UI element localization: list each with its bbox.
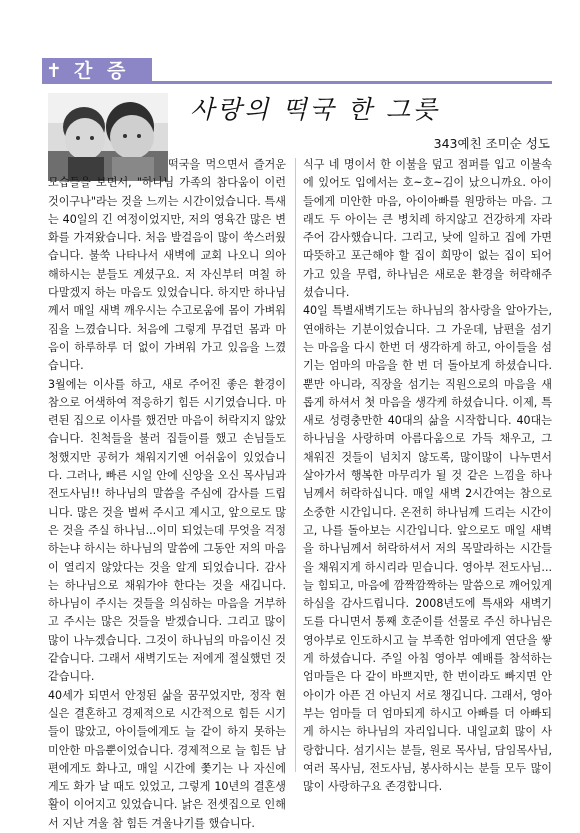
article-paragraph: 40세가 되면서 안정된 삶을 꿈꾸었지만, 정작 현실은 결혼하고 경제적으로 시간적으로 힘든 시기들이 많았고, 아이들에게도 늘 같이 하지 못하는 미안한 마음뿐이었습니다. 경제적으로 늘 힘든 남편에게도 화나고, 매일 시간에 쫓기는 나 자신에게도 화가 날 때도 있었고, 그렇게 10년의 결혼생활이 이어지고 있었습니다. 낡은 전셋집으로 인해서 지난 겨울 참 힘든 겨울나기를 했습니다. [48, 688, 286, 830]
article-paragraph: 떡국을 먹으면서 즐거운 모습들을 보면서, "하나님 가족의 참다움이 이런 것이구나"라는 것을 느끼는 시간이었습니다. 특새는 40일의 긴 여정이었지만, 저의 영육간 많은 변화를 가져왔습니다. 처음 발걸음이 많이 쑥스러웠습니다. 불쑥 나타나서 새벽에 교회 나오니 의아해하시는 분들도 계셨구요. 저 자신부터 며칠 하다말겠지 하는 마음도 있었습니다. 하지만 하나님께서 매일 새벽 깨우시는 수고로움에 몸이 가벼워짐을 느꼈습니다. 처음에 그렇게 무겁던 몸과 마음이 하루하루 더 없이 가벼워 가고 있음을 느꼈습니다. [48, 158, 286, 373]
section-label: 간 증 [74, 60, 130, 82]
article-paragraph: 3월에는 이사를 하고, 새로 주어진 좋은 환경이 참으로 어색하여 적응하기 힘든 시기였습니다. 마련된 집으로 이사를 했건만 마음이 허락지지 않았습니다. 친척들을 불러 집들이를 했고 손님들도 청했지만 공허가 채워지기엔 어쉬움이 있었습니다. 그러나, 빠른 시일 안에 신앙을 오신 목사님과 전도사님!! 하나님의 말씀을 주심에 감사를 드립니다. 많은 것을 벌써 주시고 계시고, 앞으로도 많은 것을 주실 하나님...이미 되었는데 무엇을 걱정하는냐 하시는 하나님의 말씀에 그동안 저의 마음이 열리지 않았다는 것을 알게 되었습니다. 감사는 하나님으로 채워가야 한다는 것을 새깁니다. 하나님이 주시는 것들을 의심하는 마음을 거부하고 주시는 많은 것들을 받겠습니다. 그리고 많이 많이 나누겠습니다. 그것이 하나님의 마음이신 것 같습니다. 그래서 새벽기도는 저에게 절실했던 것 같습니다. [48, 377, 286, 684]
cross-mark-icon: ✝ [46, 60, 62, 82]
article-byline: 343예친 조미순 성도 [433, 136, 550, 151]
article-column-right [303, 156, 552, 796]
article-paragraph: 식구 네 명이서 한 이불을 덮고 점퍼를 입고 이불속에 있어도 입에서는 호~호~김이 났으니까요. 아이들에게 미안한 마음, 아이아빠를 원망하는 마음. 그래도 두 아이는 큰 병치레 하지않고 건강하게 자라주어 감사했습니다. 그리고, 낮에 일하고 집에 가면 따뜻하고 포근해야 할 집이 희망이 없는 집이 되어가고 있을 무렵, 하나님은 새로운 환경을 허락해주셨습니다. [303, 158, 552, 300]
article-paragraph: 40일 특별새벽기도는 하나님의 참사랑을 알아가는, 연애하는 기분이었습니다. 그 가운데, 남편을 섬기는 마음을 다시 한번 더 생각하게 하고, 아이들을 섬기는 엄마의 마음을 한 번 더 돌아보게 하셨습니다. 뿐만 아니라, 직장을 섬기는 직원으로의 마음을 새롭게 하셔서 첫 마음을 생각케 하셨습니다. 이제, 특새로 성령충만한 40대의 삶을 시작합니다. 40대는 하나님을 사랑하며 아름다움으로 가득 채우고, 그 채워진 것들이 넘치지 않도록, 많이많이 나누면서 살아가서 행복한 마무리가 될 것 같은 느낌을 하나님께서 허락하십니다. 매일 새벽 2시간여는 참으로 소중한 시간입니다. 온전히 하나님께 드리는 시간이고, 나를 돌아보는 시간입니다. 앞으로도 매일 새벽을 하나님께서 허락하셔서 저의 목말라하는 시간들을 채워지게 하시리라 믿습니다. 영아부 전도사님...늘 힘되고, 마음에 깜짝깜짝하는 말씀으로 깨어있게 하심을 감사드립니다. 2008년도에 특새와 새벽기도를 다니면서 통째 호준이를 선물로 주신 하나님은 영아부로 인도하시고 늘 부족한 엄마에게 연단을 쌓게 하셨습니다. 주일 아침 영아부 예배를 참석하는 엄마들은 다 같이 바쁘지만, 한 번이라도 빠지면 안 아이가 아픈 건 아닌지 서로 챙깁니다. 그래서, 영아부는 엄마들 더 엄마되게 하시고 아빠를 더 아빠되게 하시는 하나님의 자리입니다. 내일교회 많이 사랑합니다. 섬기시는 분들, 원로 목사님, 담임목사님, 여러 목사님, 전도사님, 봉사하시는 분들 모두 많이 많이 사랑하구요 존경합니다. [303, 304, 552, 794]
article-title: 사랑의 떡국 한 그릇 [190, 95, 441, 124]
column-divider [295, 158, 296, 772]
article-column-left [48, 156, 286, 833]
